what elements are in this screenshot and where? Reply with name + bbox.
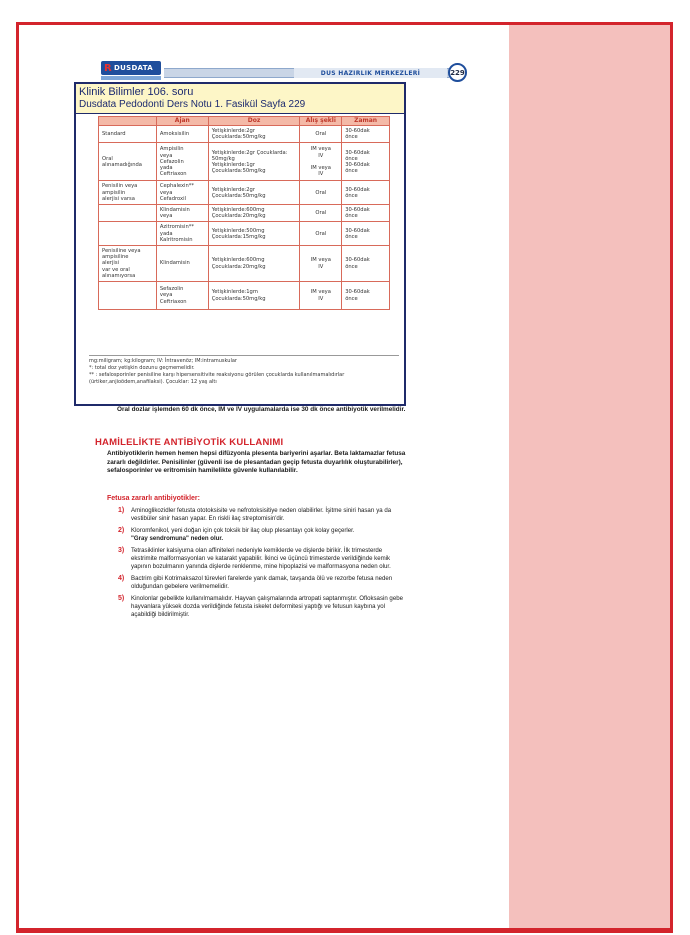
table-cell-agent: Klindamisin veya bbox=[156, 205, 208, 222]
column-header: Alış şekli bbox=[300, 117, 342, 126]
table-cell-group: Standard bbox=[99, 126, 157, 143]
table-row bbox=[99, 143, 390, 181]
reference-header bbox=[76, 84, 404, 114]
column-header: Ajan bbox=[156, 117, 208, 126]
table-cell-route: IM veya IV bbox=[300, 282, 342, 310]
dosage-note: Oral dozlar işlemden 60 dk önce, IM ve IV uygulamalarda ise 30 dk önce antibiyotik verilmelidir. bbox=[117, 406, 406, 413]
list-item-number: 1) bbox=[118, 507, 125, 514]
table-cell-agent: Amoksisilin bbox=[156, 126, 208, 143]
prophylaxis-table bbox=[98, 116, 390, 310]
table-cell-agent: Klindamisin bbox=[156, 246, 208, 282]
sub-heading: Fetusa zararlı antibiyotikler: bbox=[107, 495, 200, 502]
harmful-antibiotics-list bbox=[118, 507, 408, 623]
list-item-text: Aminoglikozidler fetusta ototoksisite ve nefrotoksisitiye neden olabilirler. İşitme siniri hasarı ya da vestibüler sinir hasarı yapar. En riskli ilaç streptomisin'dir. bbox=[131, 507, 392, 523]
table-row bbox=[99, 126, 390, 143]
table-cell-dose: Yetişkinlerde:500mg Çocuklarda:15mg/kg bbox=[208, 222, 300, 246]
section-heading: HAMİLELİKTE ANTİBİYOTİK KULLANIMI bbox=[95, 437, 284, 448]
list-item bbox=[118, 575, 408, 592]
list-item-text: Tetrasiklinler kalsiyuma olan affiniteleri nedeniyle kemiklerde ve dişlerde birikir. İlk trimesterde ekstrimite malformasyonları ve katarakt yapabilir. İkinci ve üçüncü trimesterde verildiğinde kemik yapının bozulmanın yanında dişlerde renklenme, mine hipoplazisi ve malformasyona neden olur. bbox=[131, 546, 391, 571]
table-row bbox=[99, 282, 390, 310]
table-cell-group: Penisilin veya ampisilin alerjisi varsa bbox=[99, 181, 157, 205]
table-cell-time: 30-60dak önce bbox=[342, 282, 390, 310]
table-cell-dose: Yetişkinlerde:2gr Çocuklarda: 50mg/kg Yetişkinlerde:1gr Çocuklarda:50mg/kg bbox=[208, 143, 300, 181]
page-number: 229 bbox=[448, 63, 467, 82]
table-cell-dose: Yetişkinlerde:600mg Çocuklarda:20mg/kg bbox=[208, 205, 300, 222]
list-item-number: 2) bbox=[118, 526, 125, 534]
list-item-text: Kloromfenikol, yeni doğan için çok toksik bir ilaç olup plesantayı çok kolay geçerler. bbox=[131, 526, 355, 534]
reference-box bbox=[74, 82, 406, 406]
column-header: Zaman bbox=[342, 117, 390, 126]
table-row bbox=[99, 205, 390, 222]
table-cell-dose: Yetişkinlerde:2gr Çocuklarda:50mg/kg bbox=[208, 181, 300, 205]
table-cell-route: IM veya IV IM veya IV bbox=[300, 143, 342, 181]
logo-underline bbox=[101, 76, 161, 80]
table-cell-dose: Yetişkinlerde:2gr Çocuklarda:50mg/kg bbox=[208, 126, 300, 143]
intro-paragraph: Antibiyotiklerin hemen hemen hepsi difüzyonla plesenta bariyerini aşarlar. Beta laktamazlar fetusa zararlı değildirler. Penisilinler (güvenli ise de plesantadan geçip fetusta duyarlılık oluşturabilirler), sefalosporinler ve eritromisin hamilelikte güvenle kullanılabilir. bbox=[107, 450, 406, 475]
table-cell-time: 30-60dak önce bbox=[342, 222, 390, 246]
table-cell-route: Oral bbox=[300, 222, 342, 246]
table-cell-time: 30-60dak önce bbox=[342, 181, 390, 205]
column-header bbox=[99, 117, 157, 126]
list-item-number: 5) bbox=[118, 594, 125, 602]
table-cell-time: 30-60dak önce bbox=[342, 126, 390, 143]
page-frame bbox=[16, 22, 673, 933]
list-item-emphasis: "Gray sendromuna" neden olur. bbox=[131, 535, 224, 543]
table-row bbox=[99, 181, 390, 205]
table-cell-route: Oral bbox=[300, 126, 342, 143]
margin-column bbox=[509, 25, 673, 928]
column-header: Doz bbox=[208, 117, 300, 126]
table-cell-agent: Azitromisin** yada Kalritromisin bbox=[156, 222, 208, 246]
table-cell-time: 30-60dak önce bbox=[342, 246, 390, 282]
note-line: *: total doz yetişkin dozunu geçmemelidir. bbox=[89, 365, 195, 371]
reference-title: Klinik Bilimler 106. soru bbox=[79, 86, 194, 98]
table-cell-time: 30-60dak önce bbox=[342, 205, 390, 222]
table-cell-agent: Cephalexin** veya Cefadroxil bbox=[156, 181, 208, 205]
list-item-text: Bactrim gibi Kotrimaksazol türevleri farelerde yarık damak, tavşanda ölü ve rezorbe fetusa neden olduğundan gebelere verilmemelidir. bbox=[131, 574, 393, 591]
table-cell-dose: Yetişkinlerde:600mg Çocuklarda:20mg/kg bbox=[208, 246, 300, 282]
publisher-logo: R DUSDATA bbox=[101, 61, 161, 75]
table-row bbox=[99, 222, 390, 246]
list-item-number: 4) bbox=[118, 574, 125, 582]
table-cell-route: IM veya IV bbox=[300, 246, 342, 282]
list-item-text: Kinolonlar gebelikte kullanılmamalıdır. Hayvan çalışmalarında artropati saptanmıştır. Ofloksasin gebe hayvanlara yüksek dozda verildiğinde fetusta iskelet deformitesi yaptığı ve fetusun kaybına yol açabildiği bildirilmiştir. bbox=[131, 594, 403, 619]
list-item bbox=[118, 547, 408, 572]
table-cell-agent: Sefazolin veya Ceftriaxon bbox=[156, 282, 208, 310]
reference-subtitle: Dusdata Pedodonti Ders Notu 1. Fasikül Sayfa 229 bbox=[79, 99, 306, 110]
table-cell-route: Oral bbox=[300, 205, 342, 222]
list-item-number: 3) bbox=[118, 546, 125, 554]
table-cell-group bbox=[99, 222, 157, 246]
table-cell-dose: Yetişkinlerde:1gm Çocuklarda:50mg/kg bbox=[208, 282, 300, 310]
table-header-row bbox=[99, 117, 390, 126]
table-notes bbox=[89, 355, 399, 386]
table-row bbox=[99, 246, 390, 282]
list-item bbox=[118, 527, 408, 544]
table-cell-route: Oral bbox=[300, 181, 342, 205]
table-cell-group: Oral alınamadığında bbox=[99, 143, 157, 181]
running-title: DUS HAZIRLIK MERKEZLERİ bbox=[294, 68, 447, 78]
note-line: mg:miligram; kg:kilogram; IV: İntravenöz; IM:intramuskular bbox=[89, 358, 237, 364]
table-cell-group bbox=[99, 205, 157, 222]
table-cell-group: Penisiline veya ampisiline alerjisi var ve oral alınamıyorsa bbox=[99, 246, 157, 282]
table-cell-agent: Ampisilin veya Cefazolin yada Ceftriaxon bbox=[156, 143, 208, 181]
list-item bbox=[118, 595, 408, 620]
list-item bbox=[118, 507, 408, 524]
table-cell-time: 30-60dak önce 30-60dak önce bbox=[342, 143, 390, 181]
note-line: ** : sefalosporinler penisiline karşı hipersensitivite reaksiyonu görülen çocuklarda kullanılmamalıdırlar (ürtiker,anjioödem,anafilaksi). Çocuklar: 12 yaş altı bbox=[89, 372, 345, 385]
table-cell-group bbox=[99, 282, 157, 310]
